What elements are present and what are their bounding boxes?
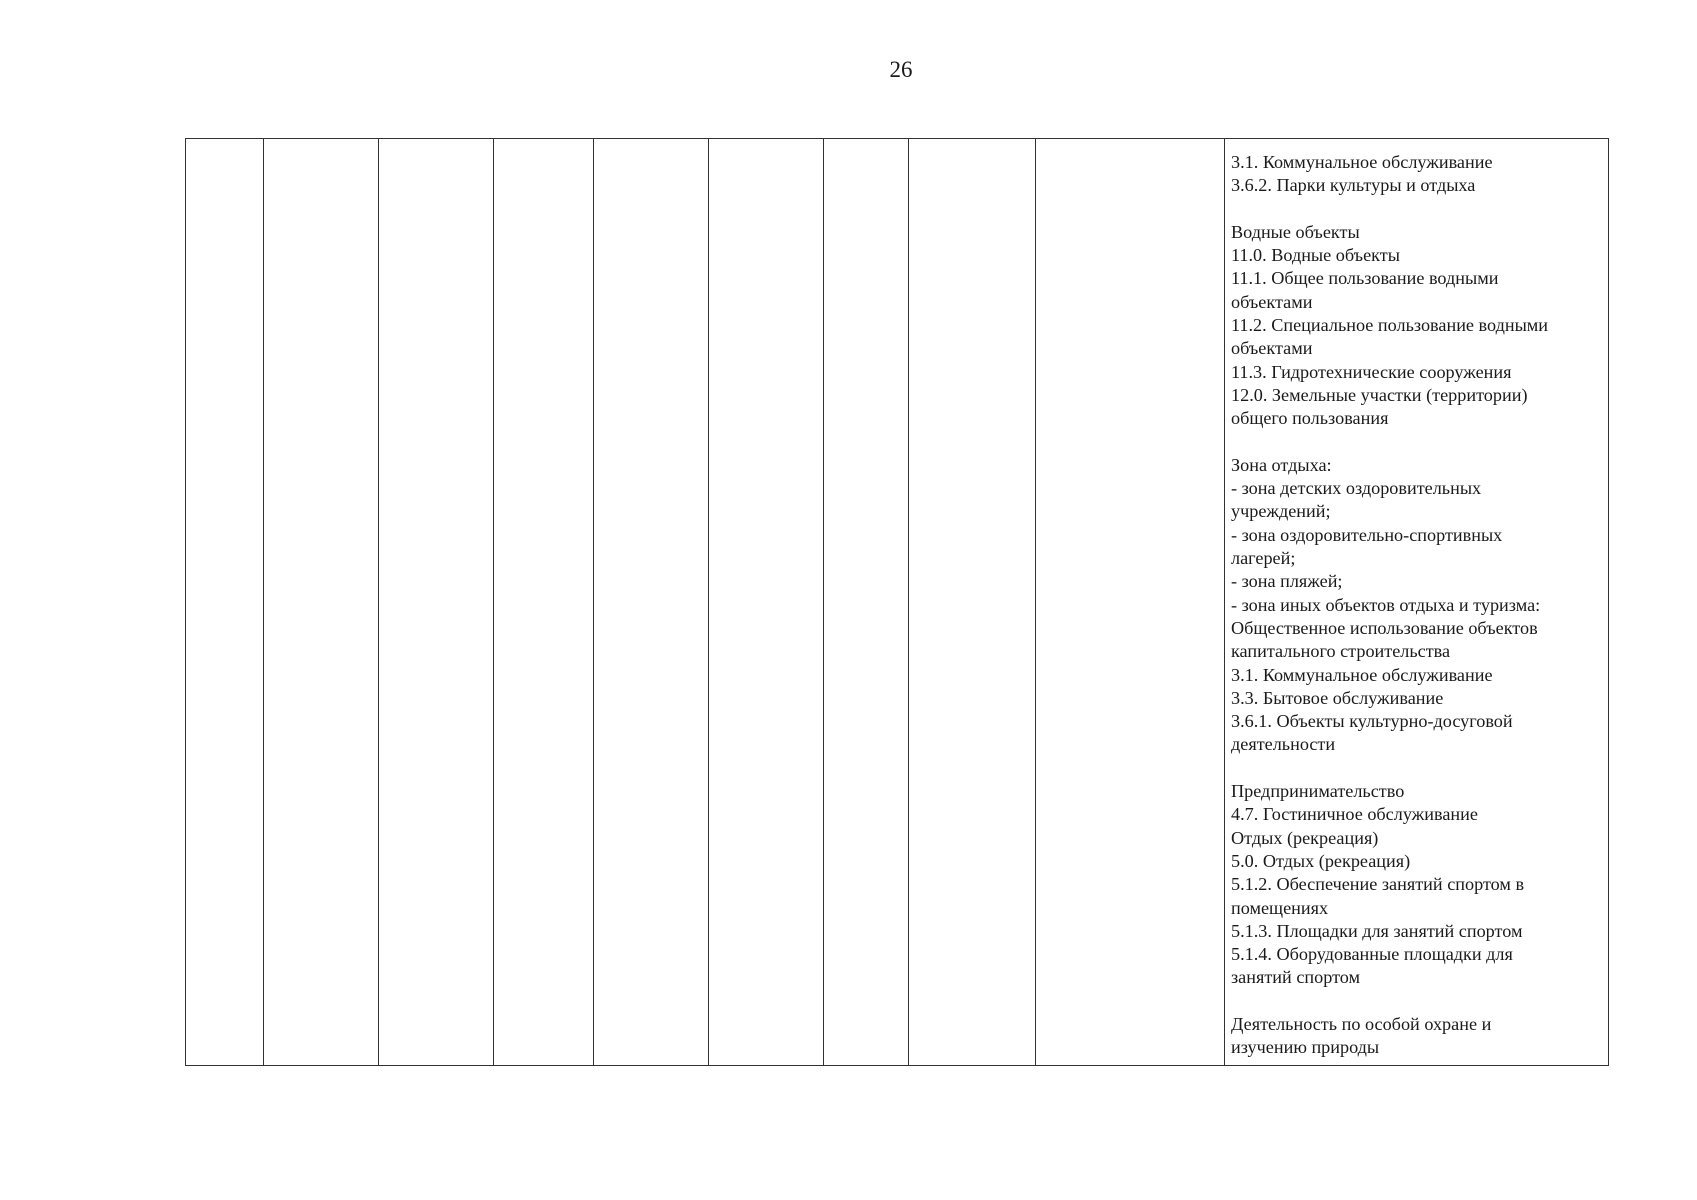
text-line: Отдых (рекреация)	[1231, 827, 1379, 848]
table-cell-permitted-uses	[1225, 139, 1609, 1066]
table-cell-col-7	[824, 139, 909, 1066]
section-heading: Предпринимательство	[1231, 781, 1405, 802]
text-line: лагерей;	[1231, 548, 1296, 569]
text-line: 5.0. Отдых (рекреация)	[1231, 850, 1411, 871]
table-cell-col-9	[1036, 139, 1225, 1066]
section-heading: Деятельность по особой охране и	[1231, 1013, 1492, 1034]
text-line: 5.1.2. Обеспечение занятий спортом в	[1231, 874, 1525, 895]
permitted-use-table	[185, 138, 1609, 1066]
text-line: деятельности	[1231, 734, 1336, 755]
table-cell-col-3	[379, 139, 494, 1066]
text-line: 4.7. Гостиничное обслуживание	[1231, 804, 1478, 825]
text-line: 3.1. Коммунальное обслуживание	[1231, 664, 1493, 685]
text-line: - зона иных объектов отдыха и туризма:	[1231, 594, 1541, 615]
table-cell-col-2	[264, 139, 379, 1066]
section-heading: Зона отдыха:	[1231, 454, 1332, 475]
text-line: 3.6.2. Парки культуры и отдыха	[1231, 175, 1476, 196]
text-line: 5.1.3. Площадки для занятий спортом	[1231, 920, 1523, 941]
text-line: 3.3. Бытовое обслуживание	[1231, 687, 1444, 708]
text-line: - зона пляжей;	[1231, 571, 1343, 592]
permitted-uses-text	[1231, 151, 1598, 1060]
text-line: объектами	[1231, 338, 1313, 359]
blank-line	[1231, 431, 1598, 454]
text-line: изучению природы	[1231, 1037, 1380, 1058]
table-cell-col-5	[594, 139, 709, 1066]
text-line: общего пользования	[1231, 408, 1389, 429]
blank-line	[1231, 757, 1598, 780]
table-cell-col-1	[186, 139, 264, 1066]
text-line: 3.6.1. Объекты культурно-досуговой	[1231, 711, 1513, 732]
blank-line	[1231, 198, 1598, 221]
text-line: помещениях	[1231, 897, 1329, 918]
text-line: 11.1. Общее пользование водными	[1231, 268, 1499, 289]
section-heading: Водные объекты	[1231, 221, 1360, 242]
text-line: Общественное использование объектов	[1231, 617, 1538, 638]
text-line: занятий спортом	[1231, 967, 1361, 988]
text-line: - зона оздоровительно-спортивных	[1231, 524, 1503, 545]
table-row	[186, 139, 1609, 1066]
text-line: 11.2. Специальное пользование водными	[1231, 315, 1549, 336]
table-cell-col-6	[709, 139, 824, 1066]
text-line: учреждений;	[1231, 501, 1331, 522]
text-line: 3.1. Коммунальное обслуживание	[1231, 152, 1493, 172]
text-line: капитального строительства	[1231, 641, 1451, 662]
text-line: 5.1.4. Оборудованные площадки для	[1231, 944, 1513, 965]
text-line: 12.0. Земельные участки (территории)	[1231, 384, 1528, 405]
table-cell-col-8	[909, 139, 1036, 1066]
text-line: 11.0. Водные объекты	[1231, 245, 1400, 266]
table-cell-col-4	[494, 139, 594, 1066]
page-number: 26	[889, 57, 913, 82]
blank-line	[1231, 990, 1598, 1013]
text-line: - зона детских оздоровительных	[1231, 478, 1482, 499]
text-line: 11.3. Гидротехнические сооружения	[1231, 361, 1512, 382]
text-line: объектами	[1231, 291, 1313, 312]
